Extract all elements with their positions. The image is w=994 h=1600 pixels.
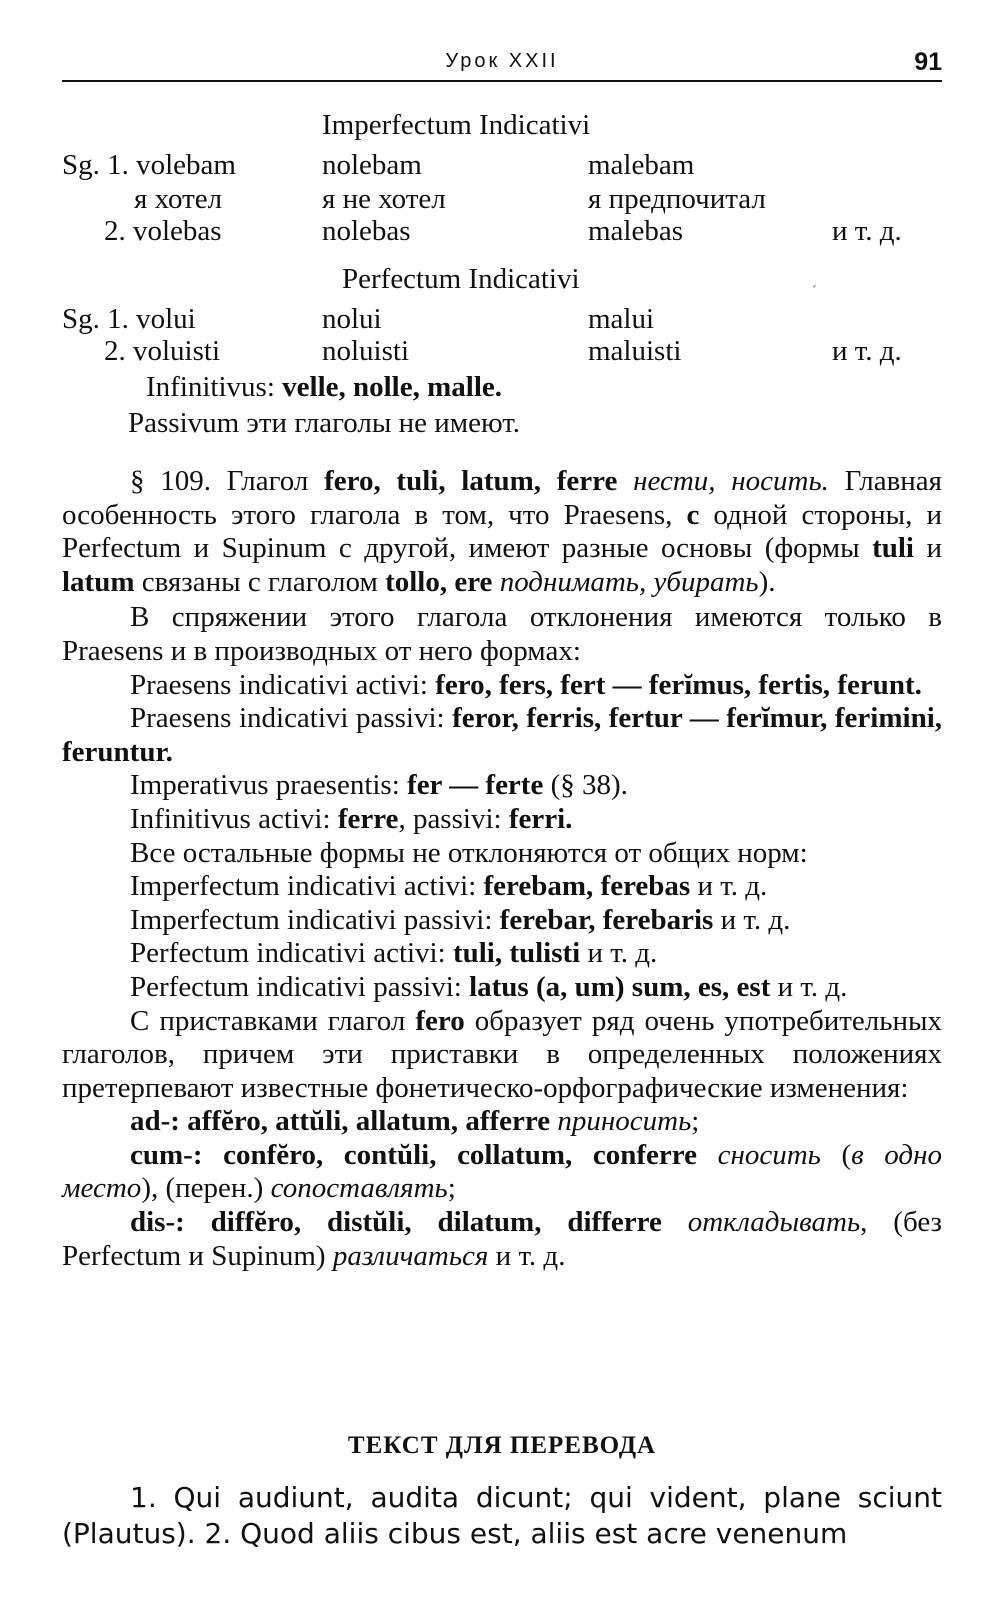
imperf-sg1-nolle: nolebam	[322, 149, 422, 181]
perf-sg1-velle: Sg. 1. volui	[62, 303, 196, 335]
other-form-perf-activi	[62, 937, 942, 971]
latin-form: fero, tuli, latum, ferre	[324, 465, 618, 497]
translation: нести, носить.	[617, 465, 829, 497]
form-value: ferri.	[508, 802, 573, 835]
form-value: tuli, tulisti	[452, 937, 581, 970]
form-praesens-activi	[62, 669, 942, 703]
text-span: ).	[758, 565, 776, 598]
prefix-intro	[62, 1005, 942, 1106]
prefix-dis	[62, 1206, 942, 1273]
form-label: Perfectum indicativi passivi:	[130, 970, 470, 1003]
form-value: feror, ferris, fertur — ferĭmur, ferimini, feruntur.	[62, 702, 942, 768]
latin-form: latum	[62, 565, 135, 598]
prefix-forms: dis-: diffĕro, distŭli, dilatum, differre	[130, 1206, 662, 1239]
translation: различаться	[332, 1239, 489, 1272]
imperf-gloss-nolle: я не хотел	[322, 183, 446, 215]
perf-etc: и т. д.	[832, 335, 902, 367]
translation: сопоставлять	[270, 1172, 448, 1205]
text-span: С приставками глагол	[130, 1004, 416, 1037]
text-span: (	[820, 1138, 852, 1171]
perf-sg2-nolle: noluisti	[322, 335, 410, 367]
latin-form: tollo, ere	[385, 565, 493, 598]
form-value: ferebar, ferebaris	[499, 903, 714, 936]
form-tail: и т. д.	[713, 903, 791, 936]
infinitivus-forms: velle, nolle, malle.	[282, 371, 503, 403]
translation-text	[62, 1480, 942, 1552]
imperf-sg1-velle: Sg. 1. volebam	[62, 149, 236, 181]
imperf-sg2-malle: malebas	[588, 215, 684, 247]
translation: поднимать, убирать	[492, 565, 759, 598]
text-span: и т. д.	[488, 1239, 566, 1272]
text-span: ;	[691, 1105, 700, 1138]
prefix-forms: cum-: confĕro, contŭli, collatum, conferre	[130, 1138, 697, 1171]
perf-sg1-malle: malui	[588, 303, 655, 335]
lesson-title: Урок XXII	[445, 50, 559, 72]
imperf-sg1-malle: malebam	[588, 149, 695, 181]
form-tail: и т. д.	[580, 937, 658, 970]
translation: сносить	[696, 1138, 821, 1171]
form-label: Infinitivus activi:	[130, 802, 338, 835]
text-span: образует ряд очень употребительных глаголов, причем эти приставки в определенных положениях претерпевают известные фонетическо-орфографические изменения:	[62, 1004, 942, 1104]
text-span: ), (перен.)	[141, 1172, 271, 1205]
perf-sg2-malle: maluisti	[588, 335, 682, 367]
text-span: ;	[447, 1172, 456, 1205]
form-label: Imperfectum indicativi activi:	[130, 870, 484, 903]
form-label: Imperfectum indicativi passivi:	[130, 903, 500, 936]
form-tail: и т. д.	[690, 870, 768, 903]
translation: приносить	[550, 1105, 692, 1138]
form-value: latus (a, um) sum, es, est	[469, 970, 771, 1003]
perf-sg2-velle: 2. voluisti	[104, 335, 221, 367]
text-span: и	[913, 532, 942, 565]
imperf-sg2-nolle: nolebas	[322, 215, 411, 247]
translation: откладывать	[661, 1206, 861, 1239]
form-tail: и т. д.	[770, 970, 848, 1003]
imperf-sg2-velle: 2. volebas	[104, 215, 222, 247]
text-bold: с	[686, 498, 700, 531]
infinitivus-label: Infinitivus:	[146, 371, 283, 403]
form-label: Perfectum indicativi activi:	[130, 937, 453, 970]
form-value: fer — ferte	[407, 769, 544, 802]
text-span: одной стороны, и Perfectum и Supinum с другой, имеют разные основы (формы	[62, 498, 942, 565]
prefix-cum	[62, 1139, 942, 1206]
imperf-etc: и т. д.	[832, 215, 902, 247]
prefix-forms: ad-: affĕro, attŭli, allatum, afferre	[130, 1105, 551, 1138]
form-value: ferre	[337, 802, 399, 835]
imperf-gloss-velle: я хотел	[134, 183, 223, 215]
stray-mark: ˊ	[812, 284, 817, 299]
passivum-note: Passivum эти глаголы не имеют.	[128, 407, 520, 439]
perfectum-title: Perfectum Indicativi	[342, 263, 580, 295]
imperf-gloss-malle: я предпочитал	[588, 183, 766, 215]
latin-form: tuli	[872, 532, 914, 565]
form-praesens-passivi	[62, 702, 942, 769]
form-label: Praesens indicativi activi:	[130, 668, 436, 701]
perf-sg1-nolle: nolui	[322, 303, 382, 335]
text-span: § 109. Глагол	[130, 465, 325, 497]
text-span: Главная особенность этого глагола в том, что Praesens,	[62, 465, 942, 531]
form-infinitivus	[62, 803, 942, 837]
form-value: ferebam, ferebas	[483, 870, 691, 903]
latin-form: fero	[415, 1004, 465, 1037]
infinitivus-line	[146, 370, 502, 404]
body-text	[62, 465, 942, 1273]
header-rule	[62, 80, 942, 82]
conjugation-intro: В спряжении этого глагола отклонения имеются только в Praesens и в производных от него формах:	[62, 601, 942, 667]
translation-paragraph: 1. Qui audiunt, audita dicunt; qui vident, plane sciunt (Plautus). 2. Quod aliis cibus est, aliis est acre venenum	[62, 1481, 942, 1550]
form-label: Praesens indicativi passivi:	[130, 702, 453, 735]
form-value: fero, fers, fert — ferĭmus, fertis, ferunt.	[435, 668, 922, 701]
other-form-perf-passivi	[62, 971, 942, 1005]
other-forms-intro: Все остальные формы не отклоняются от общих норм:	[130, 836, 808, 869]
text-span: связаны с глаголом	[134, 565, 386, 598]
text-span: , (без Perfectum и Supinum)	[62, 1206, 943, 1272]
section-title: ТЕКСТ ДЛЯ ПЕРЕВОДА	[347, 1432, 657, 1459]
form-tail: (§ 38).	[543, 769, 628, 802]
other-form-imperf-passivi	[62, 904, 942, 938]
form-imperativus	[62, 769, 942, 803]
paragraph-109	[62, 465, 942, 599]
imperfectum-title: Imperfectum Indicativi	[322, 109, 591, 141]
page-number: 91	[914, 48, 942, 76]
form-tail: , passivi:	[398, 802, 509, 835]
page-header	[62, 44, 942, 84]
prefix-ad	[62, 1105, 942, 1139]
translation: в одно место	[62, 1138, 942, 1205]
other-form-imperf-activi	[62, 870, 942, 904]
form-label: Imperativus praesentis:	[130, 769, 408, 802]
